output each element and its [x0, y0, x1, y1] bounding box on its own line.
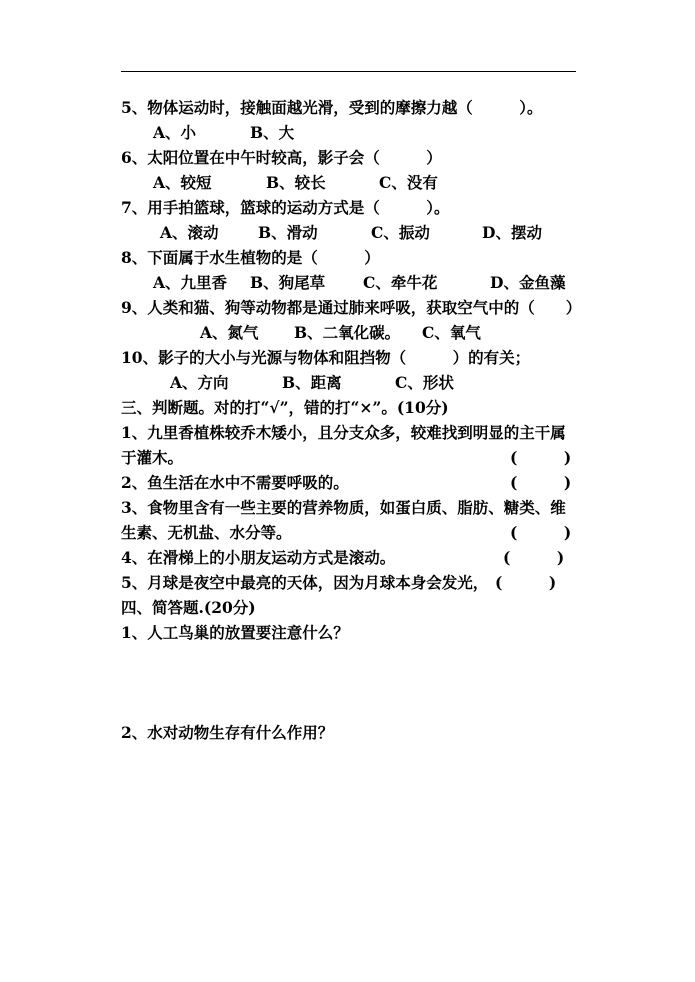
- q6-option-a: A、较短: [153, 173, 212, 192]
- q5-option-b: B、大: [250, 123, 295, 142]
- q9-option-c: C、氧气: [422, 323, 481, 342]
- q6-option-b: B、较长: [266, 173, 326, 192]
- q8-option-c: C、牵牛花: [363, 273, 438, 292]
- section-4-title: 四、简答题.(20分): [121, 598, 256, 617]
- judge-2-answer-paren: ( ): [510, 473, 572, 492]
- judge-2: 2、鱼生活在水中不需要呼吸的。: [121, 473, 349, 492]
- q8-option-a: A、九里香: [153, 273, 228, 292]
- judge-5-answer-paren: ( ): [495, 573, 557, 592]
- short-answer-1: 1、人工鸟巢的放置要注意什么？: [121, 623, 349, 642]
- judge-4: 4、在滑梯上的小朋友运动方式是滚动。: [121, 548, 396, 567]
- q9-option-a: A、氮气: [200, 323, 259, 342]
- header-rule: [121, 71, 576, 72]
- judge-3-line1: 3、食物里含有一些主要的营养物质，如蛋白质、脂肪、糖类、维: [121, 498, 566, 517]
- question-5: 5、物体运动时，接触面越光滑，受到的摩擦力越（ ）。: [121, 98, 543, 117]
- q8-option-b: B、狗尾草: [250, 273, 326, 292]
- q6-option-c: C、没有: [379, 173, 438, 192]
- judge-5: 5、月球是夜空中最亮的天体，因为月球本身会发光，: [121, 573, 489, 592]
- section-3-title: 三、判断题。对的打“√”，错的打“×”。(10分): [121, 398, 449, 417]
- q7-option-d: D、摆动: [482, 223, 542, 242]
- question-6: 6、太阳位置在中午时较高，影子会（ ）: [121, 148, 442, 167]
- q7-option-b: B、滑动: [258, 223, 318, 242]
- q7-option-a: A、滚动: [160, 223, 219, 242]
- q8-option-d: D、金鱼藻: [490, 273, 566, 292]
- question-8: 8、下面属于水生植物的是（ ）: [121, 248, 380, 267]
- judge-1-line1: 1、九里香植株较乔木矮小，且分支众多，较难找到明显的主干属: [121, 423, 566, 442]
- question-7: 7、用手拍篮球，篮球的运动方式是（ ）。: [121, 198, 450, 217]
- judge-1-line2: 于灌木。: [121, 448, 184, 467]
- q10-option-a: A、方向: [170, 373, 229, 392]
- q5-option-a: A、小: [153, 123, 197, 142]
- q10-option-b: B、距离: [282, 373, 342, 392]
- q9-option-b: B、二氧化碳。: [294, 323, 401, 342]
- short-answer-2: 2、水对动物生存有什么作用？: [121, 723, 334, 742]
- judge-1-answer-paren: ( ): [510, 448, 572, 467]
- question-9: 9、人类和猫、狗等动物都是通过肺来呼吸，获取空气中的（ ）: [121, 298, 582, 317]
- q10-option-c: C、形状: [395, 373, 454, 392]
- judge-3-answer-paren: ( ): [510, 523, 572, 542]
- question-10: 10、影子的大小与光源与物体和阻挡物（ ）的有关；: [121, 348, 531, 367]
- q7-option-c: C、振动: [371, 223, 430, 242]
- judge-4-answer-paren: ( ): [503, 548, 565, 567]
- judge-3-line2: 生素、无机盐、水分等。: [121, 523, 292, 542]
